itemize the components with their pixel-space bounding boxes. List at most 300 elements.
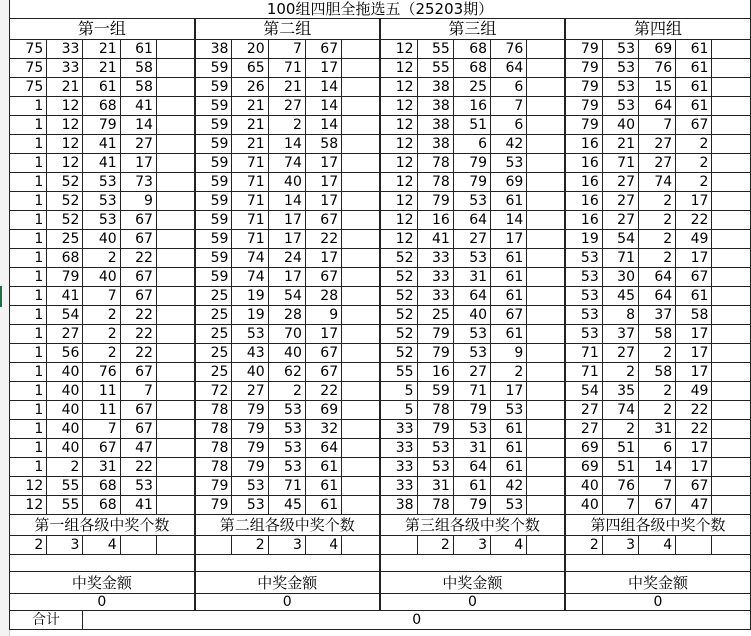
number-cell[interactable]: 17 — [268, 211, 305, 230]
spacer-cell[interactable] — [342, 401, 380, 420]
spacer-cell[interactable] — [527, 173, 565, 192]
spacer-cell[interactable] — [342, 78, 380, 97]
empty-cell[interactable] — [120, 536, 156, 555]
number-cell[interactable]: 79 — [195, 477, 232, 496]
number-cell[interactable]: 41 — [120, 97, 156, 116]
number-cell[interactable]: 47 — [676, 496, 712, 515]
number-cell[interactable]: 59 — [195, 192, 232, 211]
number-cell[interactable]: 53 — [453, 249, 490, 268]
spacer-cell[interactable] — [527, 211, 565, 230]
spacer-cell[interactable] — [712, 420, 751, 439]
number-cell[interactable]: 78 — [195, 420, 232, 439]
number-cell[interactable]: 69 — [491, 173, 527, 192]
number-cell[interactable]: 64 — [491, 59, 527, 78]
number-cell[interactable]: 31 — [453, 268, 490, 287]
number-cell[interactable]: 9 — [305, 306, 341, 325]
number-cell[interactable]: 12 — [47, 154, 83, 173]
number-cell[interactable]: 40 — [47, 439, 83, 458]
number-cell[interactable]: 2 — [47, 458, 83, 477]
number-cell[interactable]: 1 — [10, 401, 47, 420]
number-cell[interactable]: 21 — [232, 135, 268, 154]
number-cell[interactable]: 53 — [565, 325, 602, 344]
number-cell[interactable]: 25 — [195, 287, 232, 306]
group-header-2[interactable]: 第二组 — [195, 19, 380, 40]
spacer-cell[interactable] — [527, 268, 565, 287]
number-cell[interactable]: 22 — [305, 230, 341, 249]
number-cell[interactable]: 17 — [305, 325, 341, 344]
number-cell[interactable]: 74 — [232, 249, 268, 268]
number-cell[interactable]: 26 — [232, 78, 268, 97]
number-cell[interactable]: 68 — [453, 59, 490, 78]
number-cell[interactable]: 19 — [232, 306, 268, 325]
number-cell[interactable]: 33 — [380, 420, 417, 439]
number-cell[interactable]: 59 — [195, 116, 232, 135]
number-cell[interactable]: 38 — [417, 78, 453, 97]
number-cell[interactable]: 31 — [638, 420, 675, 439]
spacer-cell[interactable] — [156, 401, 194, 420]
number-cell[interactable]: 61 — [491, 249, 527, 268]
number-cell[interactable]: 27 — [565, 420, 602, 439]
spacer-cell[interactable] — [527, 97, 565, 116]
number-cell[interactable]: 16 — [565, 192, 602, 211]
number-cell[interactable]: 17 — [676, 363, 712, 382]
number-cell[interactable]: 22 — [120, 325, 156, 344]
spacer-cell[interactable] — [342, 382, 380, 401]
number-cell[interactable]: 47 — [120, 439, 156, 458]
number-cell[interactable]: 1 — [10, 249, 47, 268]
spacer-cell[interactable] — [342, 458, 380, 477]
spacer-cell[interactable] — [156, 116, 194, 135]
spacer-cell[interactable] — [527, 344, 565, 363]
spacer-cell[interactable] — [527, 363, 565, 382]
spacer-cell[interactable] — [156, 363, 194, 382]
number-cell[interactable]: 51 — [602, 458, 638, 477]
number-cell[interactable]: 9 — [120, 192, 156, 211]
prize-level-cell[interactable]: 4 — [305, 536, 341, 555]
number-cell[interactable]: 58 — [120, 59, 156, 78]
number-cell[interactable]: 79 — [565, 97, 602, 116]
number-cell[interactable]: 53 — [602, 40, 638, 59]
spacer-cell[interactable] — [712, 363, 751, 382]
spacer-cell[interactable] — [342, 97, 380, 116]
number-cell[interactable]: 67 — [491, 306, 527, 325]
spacer-cell[interactable] — [156, 344, 194, 363]
spacer-cell[interactable] — [342, 154, 380, 173]
number-cell[interactable]: 1 — [10, 325, 47, 344]
spacer-cell[interactable] — [156, 154, 194, 173]
number-cell[interactable]: 28 — [268, 306, 305, 325]
number-cell[interactable]: 61 — [491, 287, 527, 306]
spacer-cell[interactable] — [156, 40, 194, 59]
number-cell[interactable]: 43 — [232, 344, 268, 363]
number-cell[interactable]: 61 — [83, 78, 120, 97]
number-cell[interactable]: 1 — [10, 420, 47, 439]
number-cell[interactable]: 15 — [638, 78, 675, 97]
total-label[interactable]: 合计 — [10, 611, 83, 630]
number-cell[interactable]: 16 — [565, 135, 602, 154]
prize-level-cell[interactable]: 2 — [232, 536, 268, 555]
spacer-cell[interactable] — [527, 59, 565, 78]
number-cell[interactable]: 79 — [565, 116, 602, 135]
number-cell[interactable]: 2 — [83, 325, 120, 344]
spacer-cell[interactable] — [342, 363, 380, 382]
spacer-cell[interactable] — [712, 344, 751, 363]
number-cell[interactable]: 58 — [120, 78, 156, 97]
number-cell[interactable]: 58 — [638, 325, 675, 344]
number-cell[interactable]: 30 — [602, 268, 638, 287]
number-cell[interactable]: 2 — [638, 382, 675, 401]
empty-cell[interactable] — [342, 536, 380, 555]
number-cell[interactable]: 2 — [83, 249, 120, 268]
spacer-cell[interactable] — [156, 192, 194, 211]
spacer-cell[interactable] — [342, 230, 380, 249]
number-cell[interactable]: 53 — [491, 154, 527, 173]
number-cell[interactable]: 1 — [10, 287, 47, 306]
number-cell[interactable]: 75 — [10, 59, 47, 78]
number-cell[interactable]: 40 — [83, 268, 120, 287]
number-cell[interactable]: 27 — [565, 401, 602, 420]
number-cell[interactable]: 1 — [10, 192, 47, 211]
spacer-cell[interactable] — [156, 249, 194, 268]
number-cell[interactable]: 27 — [638, 135, 675, 154]
number-cell[interactable]: 53 — [453, 325, 490, 344]
number-cell[interactable]: 7 — [83, 420, 120, 439]
spacer-cell[interactable] — [712, 135, 751, 154]
spacer-cell[interactable] — [156, 458, 194, 477]
number-cell[interactable]: 79 — [453, 173, 490, 192]
amount-value-4[interactable]: 0 — [565, 594, 750, 611]
prize-count-header-2[interactable]: 第二组各级中奖个数 — [195, 515, 380, 536]
number-cell[interactable]: 65 — [232, 59, 268, 78]
number-cell[interactable]: 55 — [417, 59, 453, 78]
number-cell[interactable]: 16 — [453, 97, 490, 116]
number-cell[interactable]: 71 — [602, 249, 638, 268]
group-header-3[interactable]: 第三组 — [380, 19, 565, 40]
number-cell[interactable]: 67 — [120, 230, 156, 249]
number-cell[interactable]: 27 — [602, 192, 638, 211]
number-cell[interactable]: 6 — [491, 116, 527, 135]
number-cell[interactable]: 68 — [47, 249, 83, 268]
number-cell[interactable]: 76 — [602, 477, 638, 496]
number-cell[interactable]: 59 — [195, 135, 232, 154]
number-cell[interactable]: 69 — [638, 40, 675, 59]
number-cell[interactable]: 52 — [47, 192, 83, 211]
number-cell[interactable]: 27 — [120, 135, 156, 154]
number-cell[interactable]: 25 — [195, 363, 232, 382]
number-cell[interactable]: 12 — [10, 477, 47, 496]
number-cell[interactable]: 68 — [453, 40, 490, 59]
number-cell[interactable]: 68 — [83, 496, 120, 515]
number-cell[interactable]: 45 — [268, 496, 305, 515]
number-cell[interactable]: 64 — [638, 268, 675, 287]
spacer-cell[interactable] — [527, 154, 565, 173]
number-cell[interactable]: 12 — [47, 97, 83, 116]
number-cell[interactable]: 64 — [638, 287, 675, 306]
number-cell[interactable]: 67 — [676, 477, 712, 496]
number-cell[interactable]: 69 — [565, 458, 602, 477]
group-header-4[interactable]: 第四组 — [565, 19, 750, 40]
number-cell[interactable]: 7 — [83, 287, 120, 306]
number-cell[interactable]: 64 — [305, 439, 341, 458]
number-cell[interactable]: 5 — [380, 401, 417, 420]
number-cell[interactable]: 67 — [120, 268, 156, 287]
number-cell[interactable]: 49 — [676, 230, 712, 249]
empty-cell[interactable] — [565, 555, 750, 572]
spacer-cell[interactable] — [527, 192, 565, 211]
number-cell[interactable]: 79 — [417, 344, 453, 363]
prize-count-header-4[interactable]: 第四组各级中奖个数 — [565, 515, 750, 536]
number-cell[interactable]: 6 — [453, 135, 490, 154]
number-cell[interactable]: 40 — [602, 116, 638, 135]
spacer-cell[interactable] — [342, 173, 380, 192]
number-cell[interactable]: 6 — [491, 78, 527, 97]
prize-level-cell[interactable]: 4 — [491, 536, 527, 555]
prize-level-cell[interactable]: 2 — [417, 536, 453, 555]
number-cell[interactable]: 41 — [83, 154, 120, 173]
empty-cell[interactable] — [195, 555, 380, 572]
number-cell[interactable]: 31 — [83, 458, 120, 477]
number-cell[interactable]: 79 — [565, 59, 602, 78]
spacer-cell[interactable] — [712, 477, 751, 496]
number-cell[interactable]: 61 — [120, 40, 156, 59]
number-cell[interactable]: 31 — [453, 439, 490, 458]
number-cell[interactable]: 53 — [602, 78, 638, 97]
number-cell[interactable]: 41 — [83, 135, 120, 154]
number-cell[interactable]: 40 — [565, 496, 602, 515]
number-cell[interactable]: 7 — [638, 116, 675, 135]
number-cell[interactable]: 19 — [232, 287, 268, 306]
spacer-cell[interactable] — [527, 439, 565, 458]
number-cell[interactable]: 27 — [268, 97, 305, 116]
number-cell[interactable]: 31 — [417, 477, 453, 496]
number-cell[interactable]: 61 — [305, 496, 341, 515]
number-cell[interactable]: 67 — [83, 439, 120, 458]
number-cell[interactable]: 67 — [120, 363, 156, 382]
sheet-title[interactable]: 100组四胆全拖选五（25203期） — [10, 0, 751, 19]
number-cell[interactable]: 20 — [232, 40, 268, 59]
number-cell[interactable]: 53 — [83, 192, 120, 211]
number-cell[interactable]: 71 — [232, 154, 268, 173]
number-cell[interactable]: 55 — [47, 477, 83, 496]
number-cell[interactable]: 53 — [83, 173, 120, 192]
spacer-cell[interactable] — [712, 268, 751, 287]
number-cell[interactable]: 59 — [195, 268, 232, 287]
number-cell[interactable]: 14 — [491, 211, 527, 230]
number-cell[interactable]: 17 — [305, 59, 341, 78]
number-cell[interactable]: 38 — [195, 40, 232, 59]
number-cell[interactable]: 21 — [83, 40, 120, 59]
spacer-cell[interactable] — [156, 287, 194, 306]
number-cell[interactable]: 67 — [120, 420, 156, 439]
number-cell[interactable]: 53 — [268, 420, 305, 439]
number-cell[interactable]: 79 — [232, 401, 268, 420]
number-cell[interactable]: 27 — [453, 363, 490, 382]
spacer-cell[interactable] — [527, 420, 565, 439]
prize-level-cell[interactable]: 3 — [47, 536, 83, 555]
spacer-cell[interactable] — [527, 458, 565, 477]
number-cell[interactable]: 67 — [120, 211, 156, 230]
number-cell[interactable]: 1 — [10, 363, 47, 382]
number-cell[interactable]: 40 — [565, 477, 602, 496]
number-cell[interactable]: 1 — [10, 306, 47, 325]
number-cell[interactable]: 17 — [676, 249, 712, 268]
number-cell[interactable]: 58 — [305, 135, 341, 154]
number-cell[interactable]: 79 — [83, 116, 120, 135]
number-cell[interactable]: 17 — [305, 154, 341, 173]
number-cell[interactable]: 5 — [380, 382, 417, 401]
number-cell[interactable]: 52 — [380, 268, 417, 287]
number-cell[interactable]: 79 — [453, 496, 490, 515]
number-cell[interactable]: 1 — [10, 344, 47, 363]
number-cell[interactable]: 52 — [380, 287, 417, 306]
number-cell[interactable]: 1 — [10, 211, 47, 230]
spacer-cell[interactable] — [342, 192, 380, 211]
number-cell[interactable]: 1 — [10, 154, 47, 173]
spacer-cell[interactable] — [156, 496, 194, 515]
number-cell[interactable]: 12 — [47, 135, 83, 154]
number-cell[interactable]: 1 — [10, 268, 47, 287]
number-cell[interactable]: 74 — [268, 154, 305, 173]
number-cell[interactable]: 27 — [602, 173, 638, 192]
amount-value-3[interactable]: 0 — [380, 594, 565, 611]
spacer-cell[interactable] — [342, 420, 380, 439]
number-cell[interactable]: 79 — [417, 325, 453, 344]
number-cell[interactable]: 16 — [565, 211, 602, 230]
number-cell[interactable]: 40 — [47, 382, 83, 401]
number-cell[interactable]: 51 — [453, 116, 490, 135]
number-cell[interactable]: 7 — [268, 40, 305, 59]
number-cell[interactable]: 2 — [83, 306, 120, 325]
number-cell[interactable]: 74 — [602, 401, 638, 420]
number-cell[interactable]: 33 — [417, 268, 453, 287]
spacer-cell[interactable] — [342, 249, 380, 268]
spacer-cell[interactable] — [527, 382, 565, 401]
number-cell[interactable]: 14 — [638, 458, 675, 477]
number-cell[interactable]: 38 — [417, 97, 453, 116]
prize-level-cell[interactable]: 4 — [638, 536, 675, 555]
number-cell[interactable]: 17 — [676, 458, 712, 477]
spacer-cell[interactable] — [342, 59, 380, 78]
number-cell[interactable]: 53 — [565, 268, 602, 287]
spacer-cell[interactable] — [527, 306, 565, 325]
number-cell[interactable]: 79 — [232, 420, 268, 439]
spacer-cell[interactable] — [342, 211, 380, 230]
number-cell[interactable]: 27 — [453, 230, 490, 249]
number-cell[interactable]: 25 — [47, 230, 83, 249]
number-cell[interactable]: 67 — [305, 344, 341, 363]
number-cell[interactable]: 69 — [305, 401, 341, 420]
number-cell[interactable]: 33 — [380, 439, 417, 458]
number-cell[interactable]: 25 — [195, 344, 232, 363]
amount-value-2[interactable]: 0 — [195, 594, 380, 611]
spacer-cell[interactable] — [712, 382, 751, 401]
number-cell[interactable]: 53 — [453, 192, 490, 211]
number-cell[interactable]: 37 — [638, 306, 675, 325]
spacer-cell[interactable] — [156, 325, 194, 344]
number-cell[interactable]: 49 — [676, 382, 712, 401]
number-cell[interactable]: 71 — [232, 192, 268, 211]
spacer-cell[interactable] — [712, 116, 751, 135]
number-cell[interactable]: 76 — [638, 59, 675, 78]
prize-count-header-3[interactable]: 第三组各级中奖个数 — [380, 515, 565, 536]
number-cell[interactable]: 53 — [565, 306, 602, 325]
number-cell[interactable]: 12 — [380, 59, 417, 78]
spacer-cell[interactable] — [156, 268, 194, 287]
number-cell[interactable]: 12 — [380, 135, 417, 154]
number-cell[interactable]: 61 — [491, 458, 527, 477]
number-cell[interactable]: 2 — [638, 211, 675, 230]
number-cell[interactable]: 22 — [676, 420, 712, 439]
number-cell[interactable]: 59 — [195, 154, 232, 173]
number-cell[interactable]: 61 — [676, 59, 712, 78]
number-cell[interactable]: 21 — [602, 135, 638, 154]
number-cell[interactable]: 74 — [232, 268, 268, 287]
number-cell[interactable]: 2 — [676, 173, 712, 192]
number-cell[interactable]: 61 — [491, 420, 527, 439]
number-cell[interactable]: 22 — [120, 306, 156, 325]
number-cell[interactable]: 59 — [195, 249, 232, 268]
prize-count-header-1[interactable]: 第一组各级中奖个数 — [10, 515, 195, 536]
number-cell[interactable]: 52 — [47, 211, 83, 230]
number-cell[interactable]: 59 — [195, 59, 232, 78]
number-cell[interactable]: 53 — [232, 477, 268, 496]
number-cell[interactable]: 79 — [565, 40, 602, 59]
number-cell[interactable]: 17 — [305, 192, 341, 211]
number-cell[interactable]: 40 — [453, 306, 490, 325]
number-cell[interactable]: 52 — [380, 249, 417, 268]
number-cell[interactable]: 78 — [417, 401, 453, 420]
empty-cell[interactable] — [380, 555, 565, 572]
number-cell[interactable]: 22 — [305, 382, 341, 401]
number-cell[interactable]: 2 — [268, 382, 305, 401]
empty-cell[interactable] — [156, 536, 194, 555]
number-cell[interactable]: 78 — [195, 439, 232, 458]
number-cell[interactable]: 45 — [602, 287, 638, 306]
prize-level-cell[interactable]: 3 — [453, 536, 490, 555]
number-cell[interactable]: 9 — [491, 344, 527, 363]
number-cell[interactable]: 71 — [232, 230, 268, 249]
number-cell[interactable]: 16 — [565, 173, 602, 192]
number-cell[interactable]: 14 — [120, 116, 156, 135]
number-cell[interactable]: 40 — [232, 363, 268, 382]
number-cell[interactable]: 1 — [10, 382, 47, 401]
number-cell[interactable]: 64 — [453, 287, 490, 306]
number-cell[interactable]: 14 — [268, 135, 305, 154]
number-cell[interactable]: 1 — [10, 135, 47, 154]
number-cell[interactable]: 33 — [47, 40, 83, 59]
prize-level-cell[interactable]: 4 — [83, 536, 120, 555]
number-cell[interactable]: 38 — [380, 496, 417, 515]
number-cell[interactable]: 7 — [638, 477, 675, 496]
number-cell[interactable]: 2 — [638, 249, 675, 268]
number-cell[interactable]: 2 — [602, 420, 638, 439]
number-cell[interactable]: 67 — [305, 40, 341, 59]
number-cell[interactable]: 71 — [232, 173, 268, 192]
spacer-cell[interactable] — [527, 325, 565, 344]
number-cell[interactable]: 17 — [268, 268, 305, 287]
number-cell[interactable]: 71 — [565, 344, 602, 363]
spacer-cell[interactable] — [712, 59, 751, 78]
number-cell[interactable]: 71 — [232, 211, 268, 230]
number-cell[interactable]: 2 — [491, 363, 527, 382]
number-cell[interactable]: 78 — [195, 401, 232, 420]
number-cell[interactable]: 17 — [305, 249, 341, 268]
number-cell[interactable]: 1 — [10, 116, 47, 135]
spacer-cell[interactable] — [342, 135, 380, 154]
number-cell[interactable]: 54 — [268, 287, 305, 306]
spacer-cell[interactable] — [527, 230, 565, 249]
spacer-cell[interactable] — [712, 249, 751, 268]
